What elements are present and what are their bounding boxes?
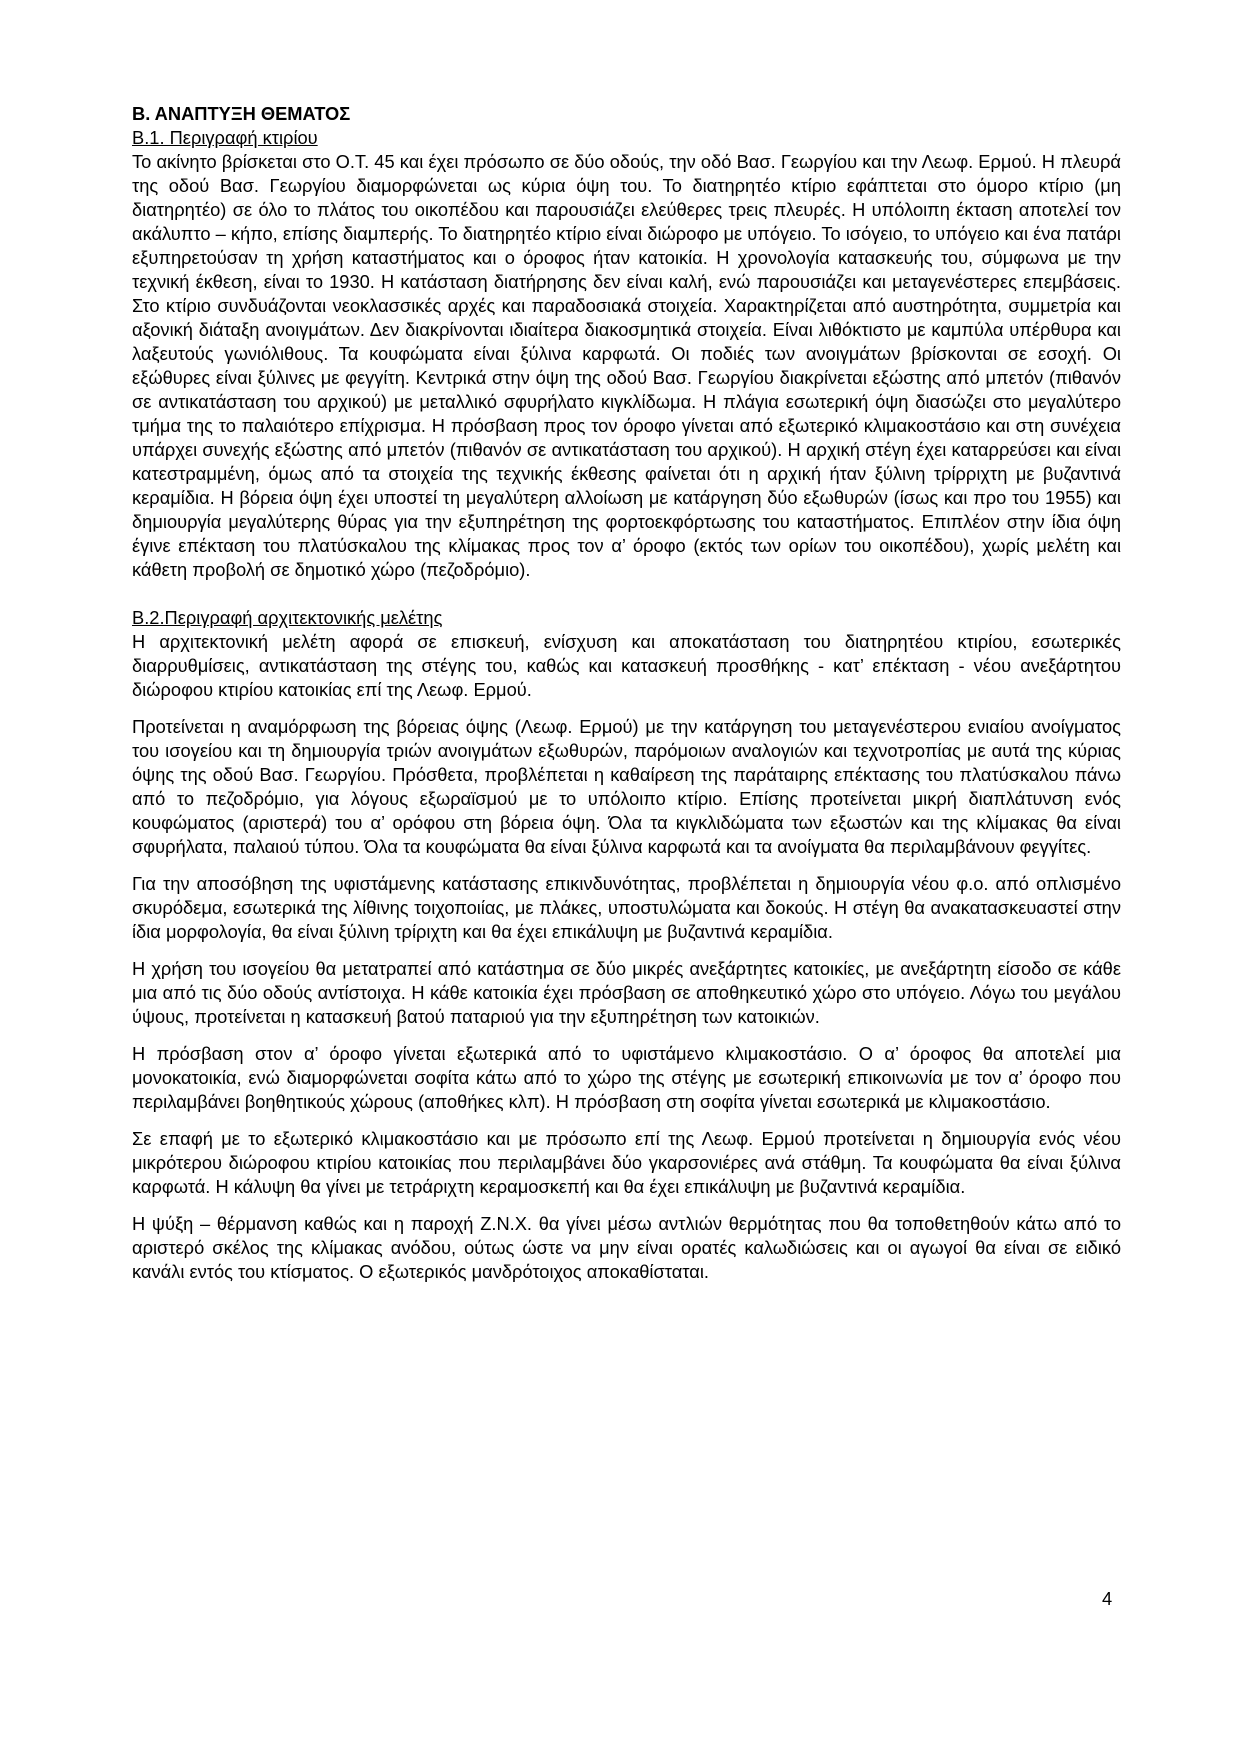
- section2-paragraph-6: Σε επαφή με το εξωτερικό κλιμακοστάσιο και με πρόσωπο επί της Λεωφ. Ερμού προτείνεται η δημιουργία ενός νέου μικρότερου διώροφου κτιρίου κατοικίας που περιλαμβάνει δύο γκαρσονιέρες ανά στάθμη. Τα κουφώματα θα είναι ξύλινα καρφωτά. Η κάλυψη θα γίνει με τετράριχτη κεραμοσκεπή και θα έχει επικάλυψη με βυζαντινά κεραμίδια.: [132, 1128, 1121, 1197]
- section2-paragraph-3: Για την αποσόβηση της υφιστάμενης κατάστασης επικινδυνότητας, προβλέπεται η δημιουργία νέου φ.ο. από οπλισμένο σκυρόδεμα, εσωτερικά της λίθινης τοιχοποιίας, με πλάκες, υποστυλώματα και δοκούς. Η στέγη θα ανακατασκευαστεί στην ίδια μορφολογία, θα είναι ξύλινη τρίριχτη και θα έχει επικάλυψη με βυζαντινά κεραμίδια.: [132, 873, 1121, 942]
- section2-paragraph-4: Η χρήση του ισογείου θα μετατραπεί από κατάστημα σε δύο μικρές ανεξάρτητες κατοικίες, με ανεξάρτητη είσοδο σε κάθε μια από τις δύο οδούς αντίστοιχα. Η κάθε κατοικία έχει πρόσβαση σε αποθηκευτικό χώρο στο υπόγειο. Λόγω του μεγάλου ύψους, προτείνεται η κατασκευή βατού παταριού για την εξυπηρέτηση των κατοικιών.: [132, 958, 1121, 1027]
- section-heading: Β. ΑΝΑΠΤΥΞΗ ΘΕΜΑΤΟΣ: [132, 103, 351, 124]
- document-page: [132, 102, 1121, 1297]
- section2-paragraph-5: Η πρόσβαση στον α’ όροφο γίνεται εξωτερικά από το υφιστάμενο κλιμακοστάσιο. Ο α’ όροφος θα αποτελεί μια μονοκατοικία, ενώ διαμορφώνεται σοφίτα κάτω από το χώρο της στέγης με εσωτερική επικοινωνία με τον α’ όροφο που περιλαμβάνει βοηθητικούς χώρους (αποθήκες κλπ). Η πρόσβαση στη σοφίτα γίνεται εσωτερικά με κλιμακοστάσιο.: [132, 1043, 1121, 1112]
- section2-paragraph-2: Προτείνεται η αναμόρφωση της βόρειας όψης (Λεωφ. Ερμού) με την κατάργηση του μεταγενέστερου ενιαίου ανοίγματος του ισογείου και τη δημιουργία τριών ανοιγμάτων εξωθυρών, παρόμοιων αναλογιών και τεχνοτροπίας με αυτά της κύριας όψης της οδού Βασ. Γεωργίου. Πρόσθετα, προβλέπεται η καθαίρεση της παράταιρης επέκτασης του πλατύσκαλου πάνω από το πεζοδρόμιο, για λόγους εξωραϊσμού με το υπόλοιπο κτίριο. Επίσης προτείνεται μικρή διαπλάτυνση ενός κουφώματος (αριστερά) του α’ ορόφου στη βόρεια όψη. Όλα τα κιγκλιδώματα των εξωστών και της κλίμακας θα είναι σφυρήλατα, παλαιού τύπου. Όλα τα κουφώματα θα είναι ξύλινα καρφωτά και τα ανοίγματα θα περιλαμβάνουν φεγγίτες.: [132, 716, 1121, 857]
- section1-title: Β.1. Περιγραφή κτιρίου: [132, 127, 318, 148]
- section1-paragraph: Το ακίνητο βρίσκεται στο Ο.Τ. 45 και έχει πρόσωπο σε δύο οδούς, την οδό Βασ. Γεωργίου και την Λεωφ. Ερμού. Η πλευρά της οδού Βασ. Γεωργίου διαμορφώνεται ως κύρια όψη του. Το διατηρητέο κτίριο εφάπτεται στο όμορο κτίριο (μη διατηρητέο) σε όλο το πλάτος του οικοπέδου και παρουσιάζει ελεύθερες τρεις πλευρές. Η υπόλοιπη έκταση αποτελεί τον ακάλυπτο – κήπο, επίσης διαμπερής. Το διατηρητέο κτίριο είναι διώροφο με υπόγειο. Το ισόγειο, το υπόγειο και ένα πατάρι εξυπηρετούσαν τη χρήση καταστήματος και ο όροφος ήταν κατοικία. Η χρονολογία κατασκευής του, σύμφωνα με την τεχνική έκθεση, είναι το 1930. Η κατάσταση διατήρησης δεν είναι καλή, ενώ παρουσιάζει και μεταγενέστερες επεμβάσεις. Στο κτίριο συνδυάζονται νεοκλασσικές αρχές και παραδοσιακά στοιχεία. Χαρακτηρίζεται από αυστηρότητα, συμμετρία και αξονική διάταξη ανοιγμάτων. Δεν διακρίνονται ιδιαίτερα διακοσμητικά στοιχεία. Είναι λιθόκτιστο με καμπύλα υπέρθυρα και λαξευτούς γωνιόλιθους. Τα κουφώματα είναι ξύλινα καρφωτά. Οι ποδιές των ανοιγμάτων βρίσκονται σε εσοχή. Οι εξώθυρες είναι ξύλινες με φεγγίτη. Κεντρικά στην όψη της οδού Βασ. Γεωργίου διακρίνεται εξώστης από μπετόν (πιθανόν σε αντικατάσταση του αρχικού) με μεταλλικό σφυρήλατο κιγκλίδωμα. Η πλάγια εσωτερική όψη διασώζει στο μεγαλύτερο τμήμα της το παλαιότερο επίχρισμα. Η πρόσβαση προς τον όροφο γίνεται από εξωτερικό κλιμακοστάσιο και στη συνέχεια υπάρχει συνεχής εξώστης από μπετόν (πιθανόν σε αντικατάσταση του αρχικού). Η αρχική στέγη έχει καταρρεύσει και είναι κατεστραμμένη, όμως από τα στοιχεία της τεχνικής έκθεσης φαίνεται ότι η αρχική ήταν ξύλινη τρίρριχτη με βυζαντινά κεραμίδια. Η βόρεια όψη έχει υποστεί τη μεγαλύτερη αλλοίωση με κατάργηση δύο εξωθυρών (ίσως και προ του 1955) και δημιουργία μεγαλύτερης θύρας για την εξυπηρέτηση της φορτοεκφόρτωσης του καταστήματος. Επιπλέον στην ίδια όψη έγινε επέκταση του πλατύσκαλου της κλίμακας προς τον α’ όροφο (εκτός των ορίων του οικοπέδου), χωρίς μελέτη και κάθετη προβολή σε δημοτικό χώρο (πεζοδρόμιο).: [132, 151, 1121, 580]
- section2-paragraph-7: Η ψύξη – θέρμανση καθώς και η παροχή Ζ.Ν.Χ. θα γίνει μέσω αντλιών θερμότητας που θα τοποθετηθούν κάτω από το αριστερό σκέλος της κλίμακας ανόδου, ούτως ώστε να μην είναι ορατές καλωδιώσεις και οι αγωγοί θα είναι σε ειδικό κανάλι εντός του κτίσματος. Ο εξωτερικός μανδρότοιχος αποκαθίσταται.: [132, 1213, 1121, 1282]
- section2-paragraph-1: Η αρχιτεκτονική μελέτη αφορά σε επισκευή, ενίσχυση και αποκατάσταση του διατηρητέου κτιρίου, εσωτερικές διαρρυθμίσεις, αντικατάσταση της στέγης του, καθώς και κατασκευή προσθήκης - κατ’ επέκταση - νέου ανεξάρτητου διώροφου κτιρίου κατοικίας επί της Λεωφ. Ερμού.: [132, 631, 1121, 700]
- section2-title: Β.2.Περιγραφή αρχιτεκτονικής μελέτης: [132, 607, 443, 628]
- page-number: 4: [1102, 1588, 1113, 1609]
